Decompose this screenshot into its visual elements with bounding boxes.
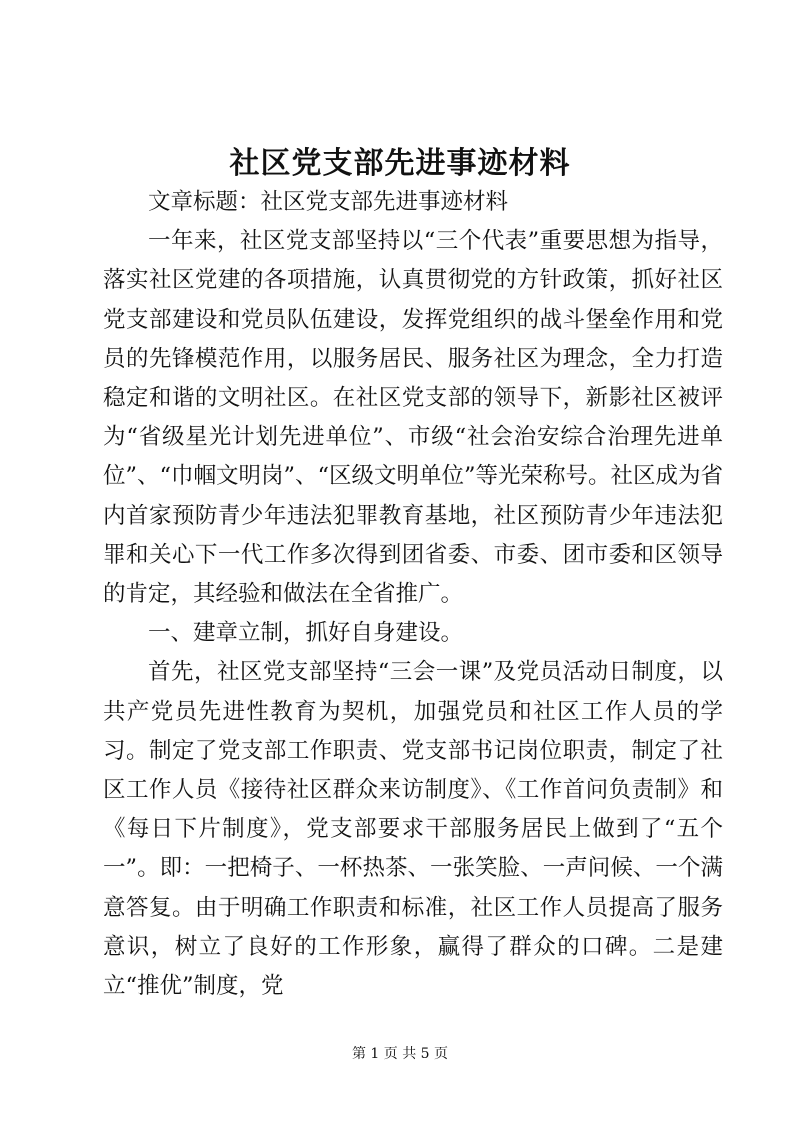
page-number-footer: 第 1 页 共 5 页	[351, 1046, 449, 1062]
section-heading-1: 一、建章立制，抓好自身建设。	[148, 620, 464, 647]
paragraph-section-1: 首先，社区党支部坚持“三会一课”及党员活动日制度，以共产党员先进性教育为契机，加强党员和社区工作人员的学习。制定了党支部工作职责、党支部书记岗位职责，制定了社区工作人员《接待社区群众来访制度》、《工作首问负责制》和《每日下片制度》，党支部要求干部服务居民上做到了“五个一”。即：一把椅子、一杯热茶、一张笑脸、一声问候、一个满意答复。由于明确工作职责和标准，社区工作人员提高了服务意识，树立了良好的工作形象，赢得了群众的口碑。二是建立“推优”制度，党	[103, 659, 723, 1000]
document-title: 社区党支部先进事迹材料	[229, 146, 571, 181]
paragraph-intro: 一年来，社区党支部坚持以“三个代表”重要思想为指导，落实社区党建的各项措施，认真贯彻党的方针政策，抓好社区党支部建设和党员队伍建设，发挥党组织的战斗堡垒作用和党员的先锋模范作用，以服务居民、服务社区为理念，全力打造稳定和谐的文明社区。在社区党支部的领导下，新影社区被评为“省级星光计划先进单位”、市级“社会治安综合治理先进单位”、“巾帼文明岗”、“区级文明单位”等光荣称号。社区成为省内首家预防青少年违法犯罪教育基地，社区预防青少年违法犯罪和关心下一代工作多次得到团省委、市委、团市委和区领导的肯定，其经验和做法在全省推广。	[103, 228, 724, 608]
paragraph-article-title: 文章标题：社区党支部先进事迹材料	[148, 189, 509, 215]
document-body	[103, 183, 723, 1006]
